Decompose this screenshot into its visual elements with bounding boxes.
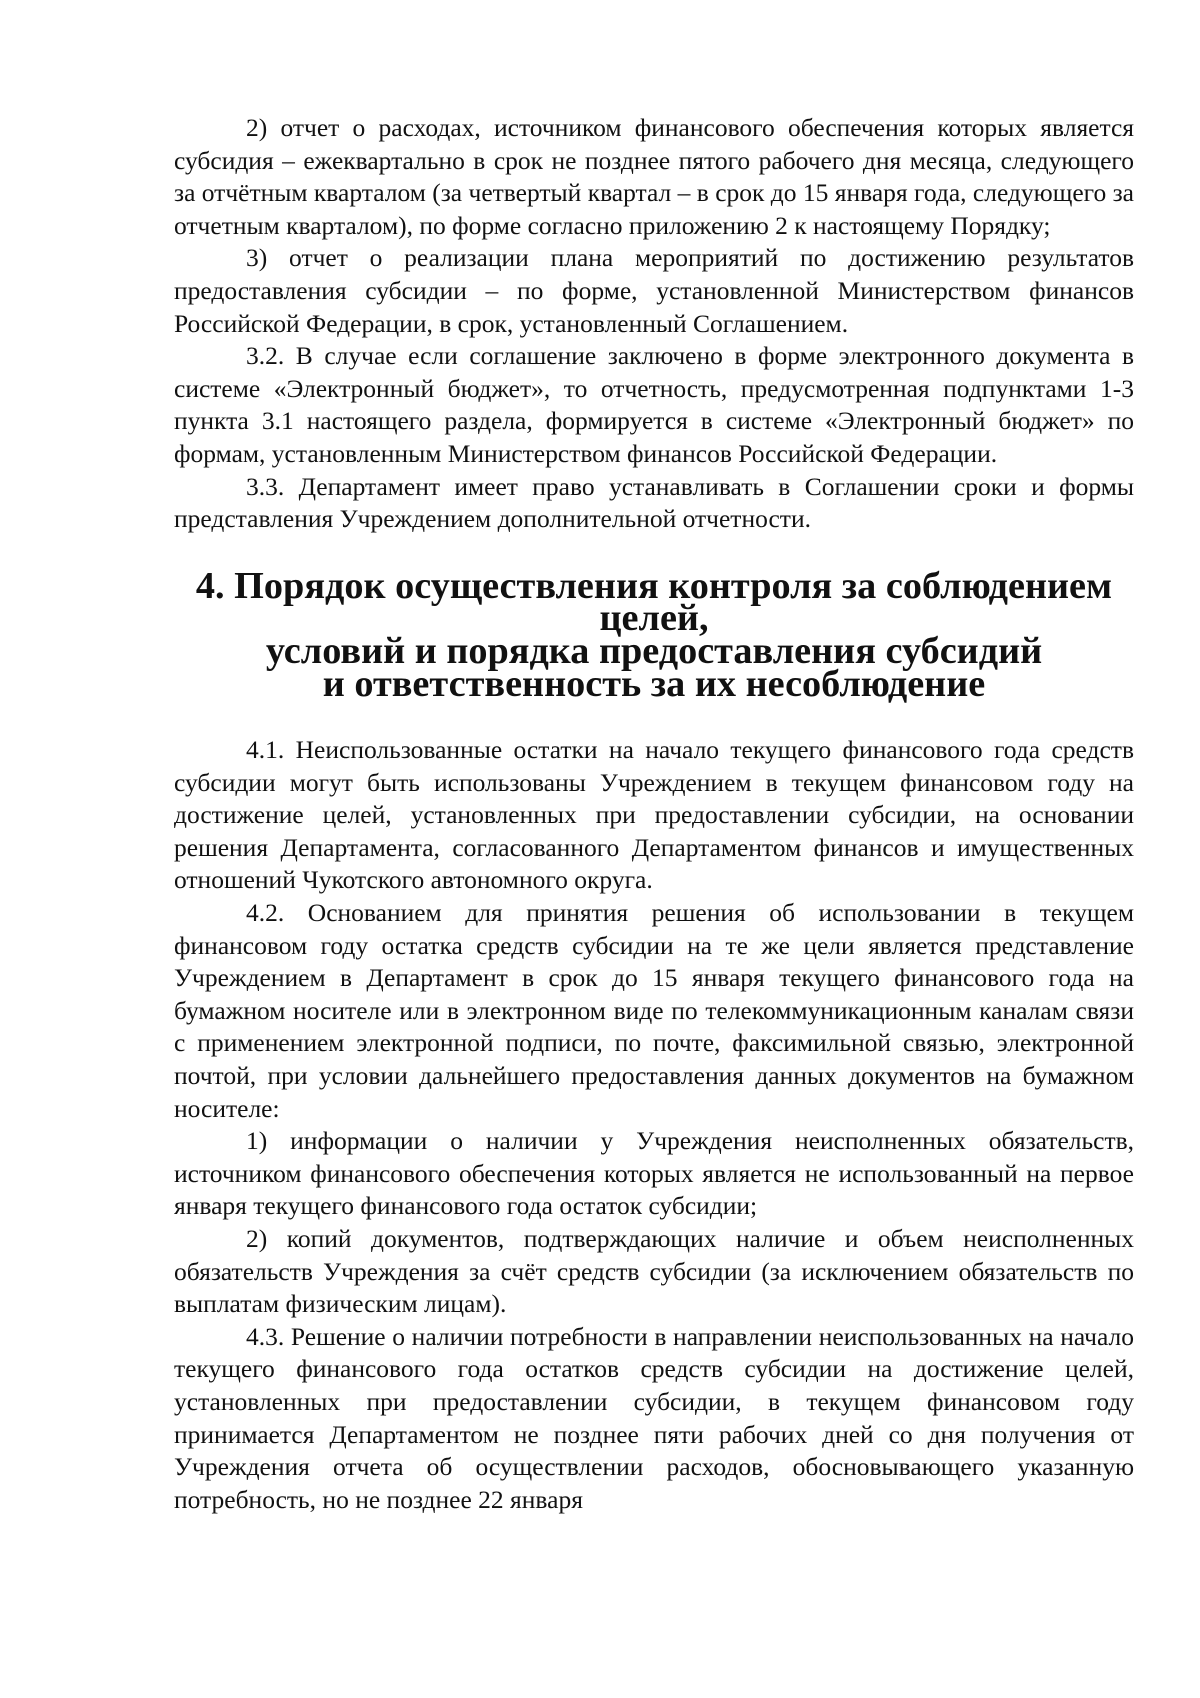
paragraph-plan-report: 3) отчет о реализации плана мероприятий по достижению результатов предоставления субсидии – по форме, установленной Министерством финансов Российской Федерации, в срок, установленный Соглашением. <box>174 243 1134 338</box>
paragraph-3-3: 3.3. Департамент имеет право устанавливать в Соглашении сроки и формы представления Учреждением дополнительной отчетности. <box>174 471 1134 534</box>
paragraph-4-3: 4.3. Решение о наличии потребности в направлении неиспользованных на начало текущего финансового года остатков средств субсидии на достижение целей, установленных при предоставлении субсидии, в текущем финансовом году принимается Департаментом не позднее пяти рабочих дней со дня получения от Учреждения отчета об осуществлении расходов, обосновывающего указанную потребность, но не позднее 22 января <box>174 1321 1134 1514</box>
paragraph-expense-report: 2) отчет о расходах, источником финансового обеспечения которых является субсидия – ежеквартально в срок не позднее пятого рабочего дня месяца, следующего за отчётным кварталом (за четвертый квартал – в срок до 15 января года, следующего за отчетным кварталом), по форме согласно приложению 2 к настоящему Порядку; <box>174 113 1134 240</box>
paragraph-4-2-item-1: 1) информации о наличии у Учреждения неисполненных обязательств, источником финансового обеспечения которых является не использованный на первое января текущего финансового года остаток субсидии; <box>174 1126 1134 1221</box>
paragraph-4-2-item-2: 2) копий документов, подтверждающих наличие и объем неисполненных обязательств Учреждения за счёт средств субсидии (за исключением обязательств по выплатам физическим лицам). <box>174 1224 1134 1319</box>
paragraph-3-2: 3.2. В случае если соглашение заключено в форме электронного документа в системе «Электронный бюджет», то отчетность, предусмотренная подпунктами 1-3 пункта 3.1 настоящего раздела, формируется в системе «Электронный бюджет» по формам, установленным Министерством финансов Российской Федерации. <box>174 341 1134 468</box>
section-4-heading-line3: и ответственность за их несоблюдение <box>322 662 986 705</box>
section-4-heading-line1: 4. Порядок осуществления контроля за соблюдением целей, <box>195 564 1113 640</box>
section-4-heading <box>174 536 1134 734</box>
document-page <box>174 112 1134 1516</box>
section-4-heading-line2: условий и порядка предоставления субсидий <box>265 629 1043 672</box>
paragraph-4-2: 4.2. Основанием для принятия решения об использовании в текущем финансовом году остатка средств субсидии на те же цели является представление Учреждением в Департамент в срок до 15 января текущего финансового года на бумажном носителе или в электронном виде по телекоммуникационным каналам связи с применением электронной подписи, по почте, факсимильной связью, электронной почтой, при условии дальнейшего предоставления данных документов на бумажном носителе: <box>174 898 1134 1123</box>
paragraph-4-1: 4.1. Неиспользованные остатки на начало текущего финансового года средств субсидии могут быть использованы Учреждением в текущем финансовом году на достижение целей, установленных при предоставлении субсидии, на основании решения Департамента, согласованного Департаментом финансов и имущественных отношений Чукотского автономного округа. <box>174 735 1134 895</box>
